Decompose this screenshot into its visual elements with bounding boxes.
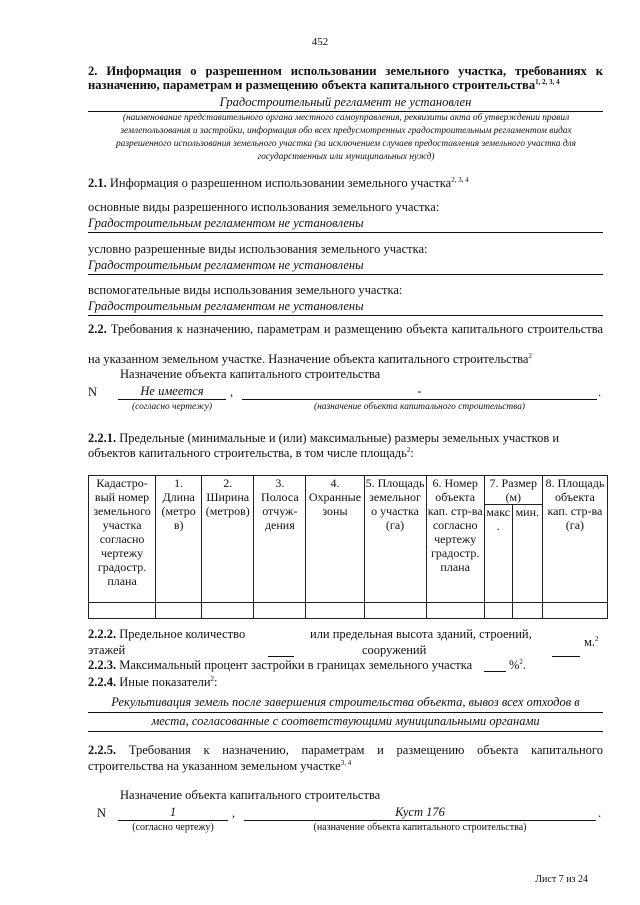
table-header-cell: 8. Площадь объекта кап. стр-ва (га) (542, 476, 607, 603)
s222-unit: м.$^2$ (584, 634, 599, 649)
table-header-cell: 1. Длина (метро в) (156, 476, 202, 603)
s21-cond-label: условно разрешенные виды использования земельного участка: (88, 242, 428, 256)
s22-caption-right: (назначение объекта капитального строительства) (313, 402, 526, 412)
s21-aux-label: вспомогательные виды использования земельного участка: (88, 283, 403, 297)
s225-caption-left: (согласно чертежу) (132, 822, 214, 833)
s222-line1: 2.2.2. Предельное количество (88, 627, 246, 641)
s21-title: 2.1. Информация о разрешенном использовании земельного участка$^{2, 3, 4}$ (88, 175, 469, 190)
s222-line2b: сооружений (362, 643, 427, 657)
s22-text2: на указанном земельном участке. Назначение объекта капитального строительства$^2$ (88, 351, 532, 366)
s22-text1: 2.2. Требования к назначению, параметрам и размещению объекта капитального строительства (88, 322, 604, 336)
s225-comma: , (232, 806, 236, 820)
table-subheader-cell: мин. (512, 505, 542, 603)
s22-comma: , (230, 385, 234, 399)
s223-unit: %$^2$. (509, 657, 527, 672)
s224-value2: места, согласованные с соответствующими муниципальными органами (88, 714, 603, 732)
s225-caption-right: (назначение объекта капитального строительства) (313, 822, 527, 833)
s223-blank (484, 671, 506, 672)
s21-main-label: основные виды разрешенного использования земельного участка: (88, 200, 440, 214)
page-number: 452 (311, 36, 329, 48)
s22-caption-left: (согласно чертежу) (132, 402, 212, 412)
table-subheader-cell: макс . (484, 505, 512, 603)
s222-floors-blank (268, 656, 294, 657)
s225-n-value: 1 (118, 805, 228, 821)
table-header-cell: Кадастро-вый номер земельного участка согласно чертежу градостр. плана (89, 476, 156, 603)
sheet-footer: Лист 7 из 24 (535, 874, 588, 885)
s222-height-blank (552, 656, 580, 657)
section-2-note: (наименование представительного органа местного самоуправления, реквизиты акта об утверждении правил землепользования и застройки, информация обо всех предусмотренных градостроительным регламентом видах разрешенного использования земельного участка (за исключением случаев предоставления земельного участка для государственных или муниципальных нужд) (115, 113, 577, 162)
section-2-value: Градостроительный регламент не установлен (88, 95, 603, 112)
s225-n-label: N (97, 806, 107, 820)
s223-text: 2.2.3. Максимальный процент застройки в границах земельного участка (88, 658, 473, 672)
s225-purpose-label: Назначение объекта капитального строительства (120, 788, 381, 802)
s221-text: 2.2.1. Предельные (минимальные и (или) максимальные) размеры земельных участков и объектов капитального строительства, в том числе площадь$^2$: (88, 431, 560, 460)
s22-purpose-label: Назначение объекта капитального строительства (120, 367, 381, 381)
s222-line1b: или предельная высота зданий, строений, (310, 627, 532, 641)
s21-main-value: Градостроительным регламентом не установлены (88, 216, 603, 233)
s22-purpose-value: - (242, 384, 597, 400)
s22-dot: . (598, 385, 602, 399)
table-header-cell: 2. Ширина (метров) (202, 476, 254, 603)
s21-aux-value: Градостроительным регламентом не установлены (88, 299, 603, 316)
s224-label: 2.2.4. Иные показатели$^2$: (88, 674, 218, 689)
s225-dot: . (598, 806, 602, 820)
table-header-cell: 5. Площадь земельног о участка (га) (364, 476, 426, 603)
s222-line2a: этажей (88, 643, 126, 657)
table-header-cell: 6. Номер объекта кап. стр-ва согласно чертежу градостр. плана (426, 476, 484, 603)
table-header-cell: 4. Охранные зоны (306, 476, 364, 603)
s225-text2: строительства на указанном земельном участке$^{3, 4}$ (88, 758, 352, 773)
s224-value1: Рекультивация земель после завершения строительства объекта, вывоз всех отходов в (88, 695, 603, 713)
dimensions-table (88, 475, 608, 619)
table-row (89, 603, 608, 619)
s225-purpose-value: Куст 176 (244, 805, 596, 821)
table-header-cell: 3. Полоса отчуж-дения (254, 476, 306, 603)
table-header-cell: 7. Размер (м) (484, 476, 542, 505)
s22-n-value: Не имеется (118, 384, 226, 400)
s22-n-label: N (88, 385, 98, 399)
s21-cond-value: Градостроительным регламентом не установлены (88, 258, 603, 275)
s225-text1: 2.2.5. Требования к назначению, параметрам и размещению объекта капитального (88, 743, 603, 757)
section-2-heading: 2. Информация о разрешенном использовании земельного участка, требованиях к назначению, параметрам и размещению объекта капитального строительства$^{1, 2, 3, 4}$ (88, 64, 603, 92)
